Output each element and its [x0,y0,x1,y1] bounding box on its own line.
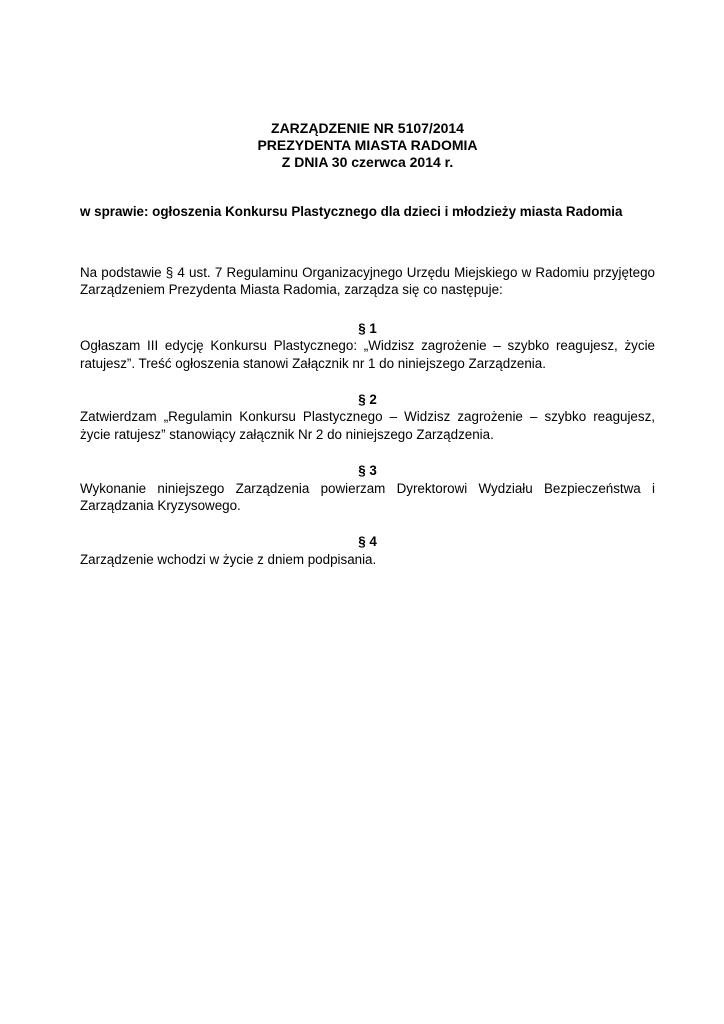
document-subject: w sprawie: ogłoszenia Konkursu Plastycznego dla dzieci i młodzieży miasta Radomia [80,204,623,219]
section-text: Wykonanie niniejszego Zarządzenia powierzam Dyrektorowi Wydziału Bezpieczeństwa i Zarządzania Kryzysowego. [80,480,655,514]
section-4 [80,533,655,568]
document-header [80,120,655,171]
section-text: Zatwierdzam „Regulamin Konkursu Plastycznego – Widzisz zagrożenie – szybko reagujesz, życie ratujesz” stanowiący załącznik Nr 2 do niniejszego Zarządzenia. [80,409,655,442]
issue-date: Z DNIA 30 czerwca 2014 r. [281,154,454,170]
section-mark: § 2 [358,392,377,408]
issuer: PREZYDENTA MIASTA RADOMIA [257,137,478,153]
section-3 [80,462,655,514]
section-text: Zarządzenie wchodzi w życie z dniem podpisania. [80,551,377,567]
document-body [80,264,655,587]
section-1 [80,320,655,372]
section-mark: § 4 [358,534,377,550]
legal-basis-paragraph: Na podstawie § 4 ust. 7 Regulaminu Organizacyjnego Urzędu Miejskiego w Radomiu przyjętego Zarządzeniem Prezydenta Miasta Radomia, zarządza się co następuje: [80,265,655,298]
section-mark: § 3 [358,463,377,479]
ordinance-number: ZARZĄDZENIE NR 5107/2014 [271,120,464,136]
section-2 [80,391,655,443]
section-text: Ogłaszam III edycję Konkursu Plastycznego: „Widzisz zagrożenie – szybko reagujesz, życie ratujesz”. Treść ogłoszenia stanowi Załącznik nr 1 do niniejszego Zarządzenia. [80,338,655,371]
section-mark: § 1 [358,320,377,336]
